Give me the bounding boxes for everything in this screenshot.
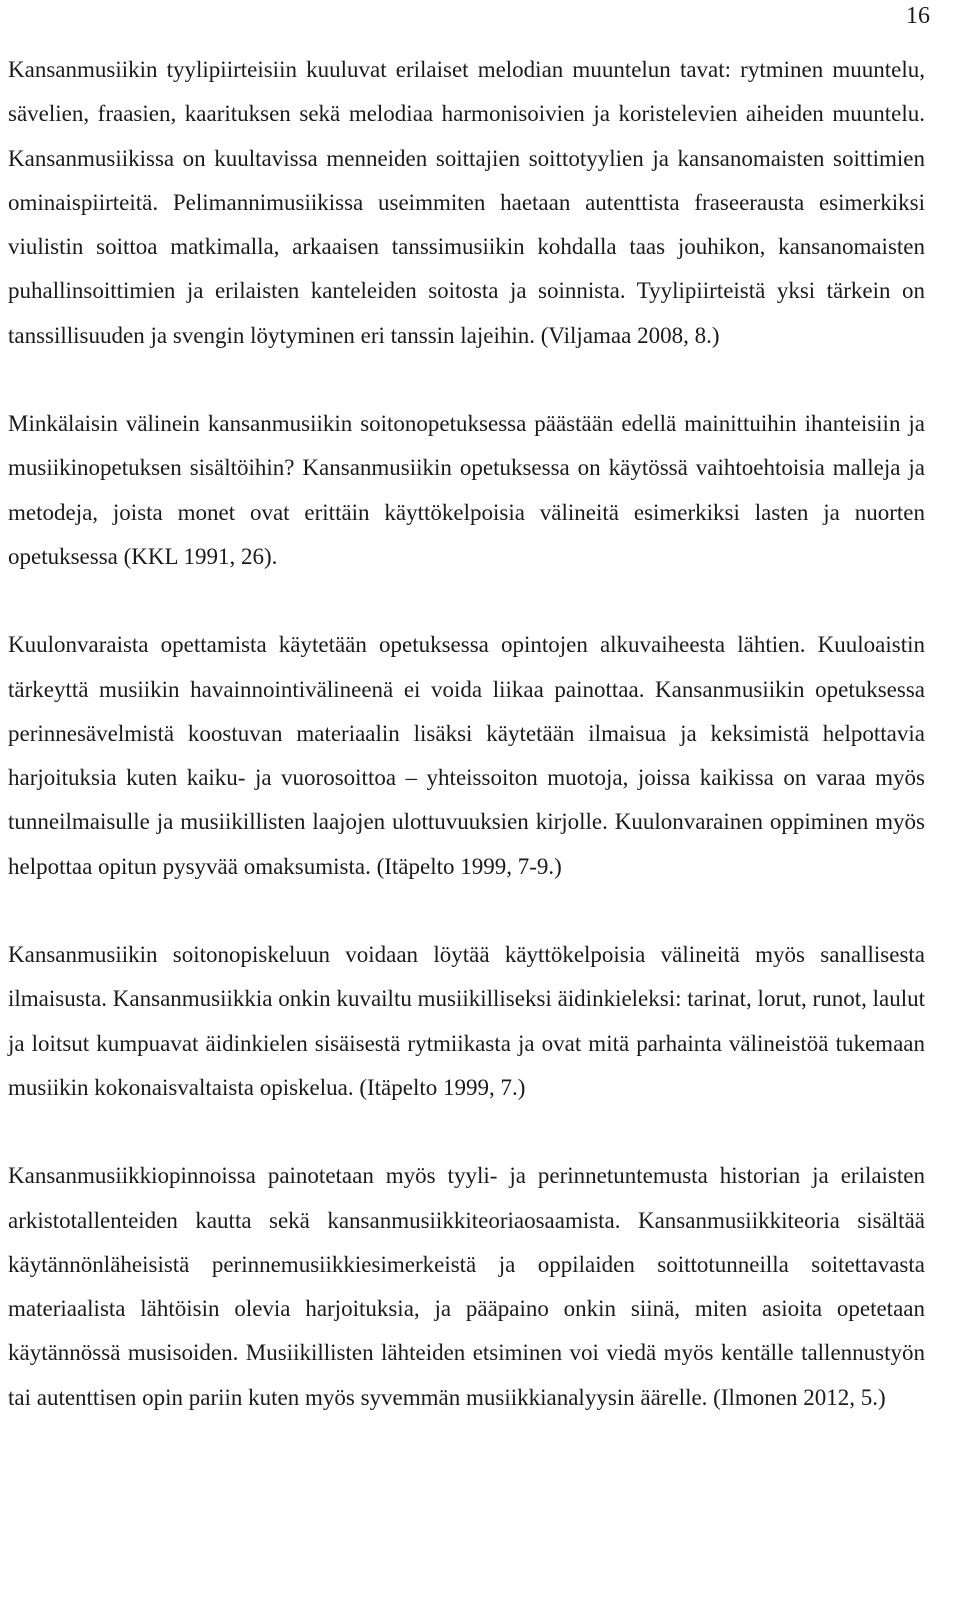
paragraph-melody-variation: Kansanmusiikin tyylipiirteisiin kuuluvat erilaiset melodian muuntelun tavat: rytminen muuntelu, sävelien, fraasien, kaarituksen sekä melodiaa harmonisoivien ja koristelevien aiheiden muuntelu. Kansanmusiikissa on kuultavissa menneiden soittajien soittotyylien ja kansanomaisten soittimien ominaispiirteitä. Pelimannimusiikissa useimmiten haetaan autenttista fraseerausta esimerkiksi viulistin soittoa matkimalla, arkaaisen tanssimusiikin kohdalla taas jouhikon, kansanomaisten puhallinsoittimien ja erilaisten kanteleiden soitosta ja soinnista. Tyylipiirteistä yksi tärkein on tanssillisuuden ja svengin löytyminen eri tanssin lajeihin. (Viljamaa 2008, 8.) [8, 57, 925, 348]
document-body [8, 48, 925, 1420]
paragraph-aural-learning: Kuulonvaraista opettamista käytetään opetuksessa opintojen alkuvaiheesta lähtien. Kuuloaistin tärkeyttä musiikin havainnointivälineenä ei voida liikaa painottaa. Kansanmusiikin opetuksessa perinnesävelmistä koostuvan materiaalin lisäksi käytetään ilmaisua ja keksimistä helpottavia harjoituksia kuten kaiku- ja vuorosoittoa – yhteissoiton muotoja, joissa kaikissa on varaa myös tunneilmaisulle ja musiikillisten laajojen ulottuvuuksien kirjolle. Kuulonvarainen oppiminen myös helpottaa opitun pysyvää omaksumista. (Itäpelto 1999, 7-9.) [8, 632, 925, 879]
paragraph-teaching-methods: Minkälaisin välinein kansanmusiikin soitonopetuksessa päästään edellä mainittuihin ihanteisiin ja musiikinopetuksen sisältöihin? Kansanmusiikin opetuksessa on käytössä vaihtoehtoisia malleja ja metodeja, joista monet ovat erittäin käyttökelpoisia välineitä esimerkiksi lasten ja nuorten opetuksessa (KKL 1991, 26). [8, 411, 925, 569]
paragraph-verbal-expression: Kansanmusiikin soitonopiskeluun voidaan löytää käyttökelpoisia välineitä myös sanallisesta ilmaisusta. Kansanmusiikkia onkin kuvailtu musiikilliseksi äidinkieleksi: tarinat, lorut, runot, laulut ja loitsut kumpuavat äidinkielen sisäisestä rytmiikasta ja ovat mitä parhainta välineistöä tukemaan musiikin kokonaisvaltaista opiskelua. (Itäpelto 1999, 7.) [8, 942, 925, 1100]
paragraph-folk-music-theory: Kansanmusiikkiopinnoissa painotetaan myös tyyli- ja perinnetuntemusta historian ja erilaisten arkistotallenteiden kautta sekä kansanmusiikkiteoriaosaamista. Kansanmusiikkiteoria sisältää käytännönläheisistä perinnemusiikkiesimerkeistä ja oppilaiden soittotunneilla soitettavasta materiaalista lähtöisin olevia harjoituksia, ja pääpaino onkin siinä, miten asioita opetetaan käytännössä musisoiden. Musiikillisten lähteiden etsiminen voi viedä myös kentälle tallennustyön tai autenttisen opin pariin kuten myös syvemmän musiikkianalyysin äärelle. (Ilmonen 2012, 5.) [8, 1163, 925, 1410]
page-number: 16 [906, 3, 930, 29]
